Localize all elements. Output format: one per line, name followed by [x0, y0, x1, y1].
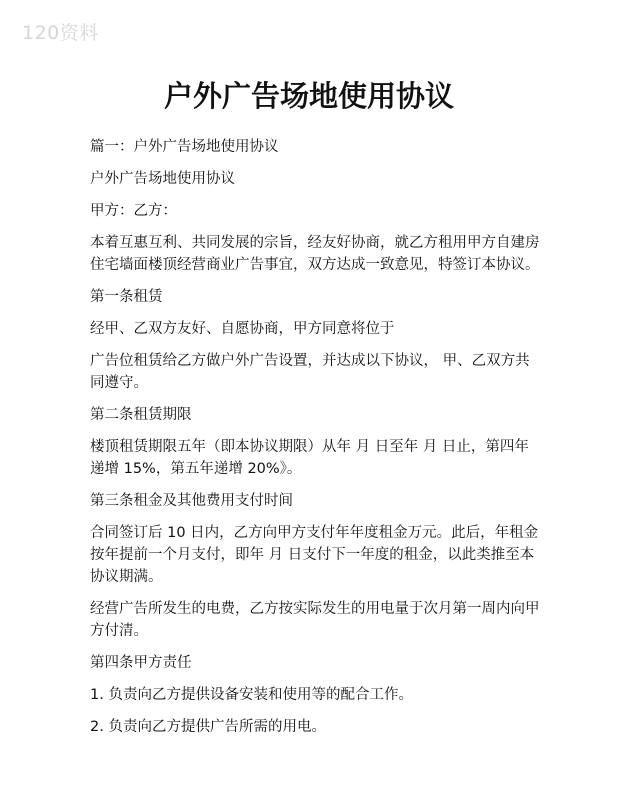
clause-3-electricity-text: 经营广告所发生的电费，乙方按实际发生的用电量于次月第一周内向甲方付清。 [90, 601, 540, 639]
clause-2-text: 楼顶租赁期限五年（即本协议期限）从年 月 日至年 月 日止，第四年递增 15%，第五年递增 20%》。 [90, 439, 529, 477]
document-title: 户外广告场地使用协议 [163, 79, 454, 113]
clause-1-text: 经甲、乙双方友好、自愿协商，甲方同意将位于 [90, 321, 395, 337]
clause-4-item-2: 2. 负责向乙方提供广告所需的用电。 [90, 719, 326, 735]
clause-4-item-1: 1. 负责向乙方提供设备安装和使用等的配合工作。 [90, 687, 413, 703]
preamble-paragraph: 本着互惠互利、共同发展的宗旨，经友好协商，就乙方租用甲方自建房住宅墙面楼顶经营商业广告事宜，双方达成一致意见，特签订本协议。 [90, 235, 540, 273]
clause-heading-2: 第二条租赁期限 [90, 407, 192, 423]
clause-heading-3: 第三条租金及其他费用支付时间 [90, 493, 293, 509]
clause-heading-4: 第四条甲方责任 [90, 655, 192, 671]
clause-1-text-continued: 广告位租赁给乙方做户外广告设置，并达成以下协议， 甲、乙双方共同遵守。 [90, 353, 530, 391]
parties-line: 甲方：乙方： [90, 203, 177, 219]
document-body [90, 136, 542, 748]
subtitle: 户外广告场地使用协议 [90, 171, 235, 187]
clause-heading-1: 第一条租赁 [90, 289, 163, 305]
section-heading-article: 篇一：户外广告场地使用协议 [90, 139, 279, 155]
clause-3-text: 合同签订后 10 日内，乙方向甲方支付年年度租金万元。此后，年租金按年提前一个月支付，即年 月 日支付下一年度的租金，以此类推至本协议期满。 [90, 525, 539, 585]
watermark-logo: 120资料 [22, 22, 99, 44]
